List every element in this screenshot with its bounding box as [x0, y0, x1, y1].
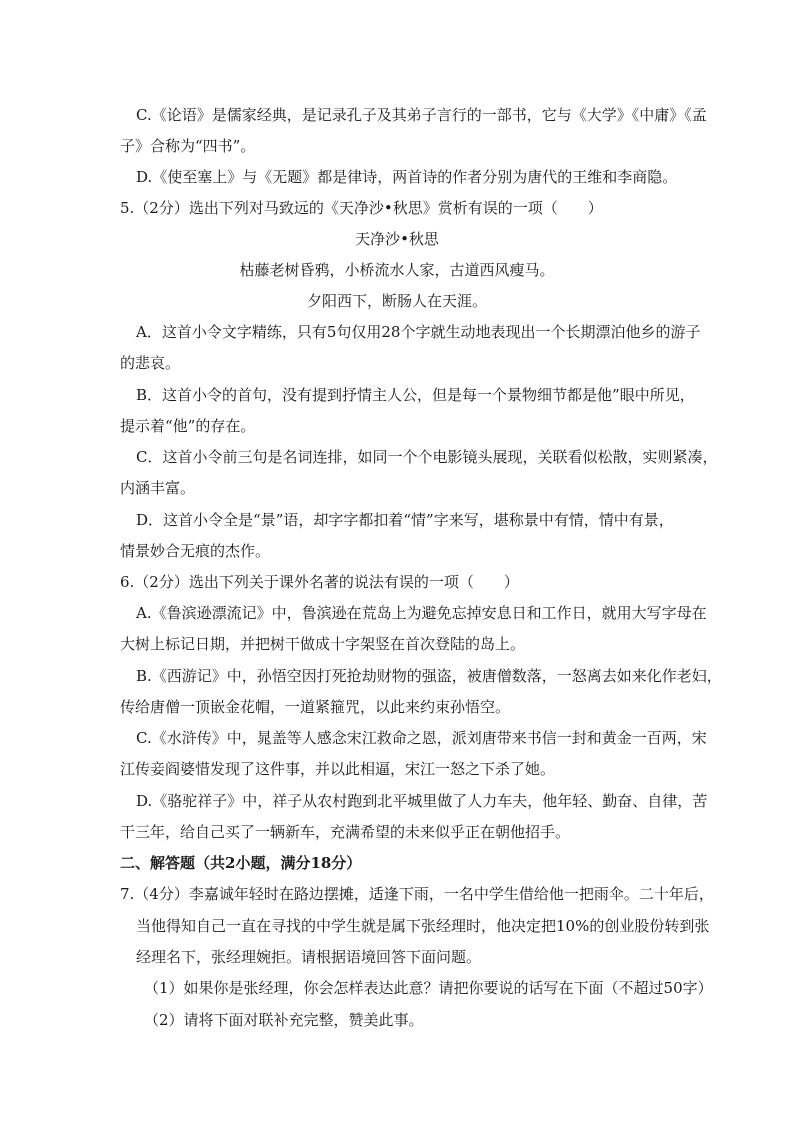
q6-option-d-line1: D.《骆驼祥子》中，祥子从农村跑到北平城里做了人力车夫，他年轻、勤奋、自律，苦 — [136, 792, 708, 810]
q6-option-a-line2: 大树上标记日期，并把树干做成十字架竖在首次登陆的岛上。 — [120, 635, 526, 653]
q5-poem-line2: 夕阳西下，断肠人在天涯。 — [306, 292, 487, 310]
q6-option-c-line1: C.《水浒传》中，晁盖等人感念宋江救命之恩，派刘唐带来书信一封和黄金一百两，宋 — [136, 729, 707, 747]
q7-sub-question-1: （1）如果你是张经理，你会怎样表达此意？请把你要说的话写在下面（不超过50字） — [144, 979, 713, 997]
q6-question: 6.（2分）选出下列关于课外名著的说法有误的一项（ ） — [120, 573, 519, 591]
q7-line2: 当他得知自己一直在寻找的中学生就是属下张经理时，他决定把10%的创业股份转到张 — [136, 917, 710, 935]
q7-sub-question-2: （2）请将下面对联补充完整，赞美此事。 — [144, 1011, 424, 1029]
q5-option-b-line2: 提示着“他”的存在。 — [120, 417, 256, 435]
q4-option-d: D.《使至塞上》与《无题》都是律诗，两首诗的作者分别为唐代的王维和李商隐。 — [136, 168, 678, 186]
q5-option-c-line2: 内涵丰富。 — [120, 479, 196, 497]
q5-option-d-line2: 情景妙合无痕的杰作。 — [120, 542, 271, 560]
q6-option-c-line2: 江传妾阎婆惜发现了这件事，并以此相逼，宋江一怒之下杀了她。 — [120, 760, 556, 778]
q5-option-d-line1: D．这首小令全是“景”语，却字字都扣着“情”字来写，堪称景中有情，情中有景， — [136, 511, 674, 529]
q5-option-a-line1: A．这首小令文字精练，只有5句仅用28个字就生动地表现出一个长期漂泊他乡的游子 — [136, 323, 701, 341]
q5-question: 5.（2分）选出下列对马致远的《天净沙•秋思》赏析有误的一项（ ） — [120, 199, 603, 217]
q5-option-a-line2: 的悲哀。 — [120, 354, 181, 372]
q7-line3: 经理名下，张经理婉拒。请根据语境回答下面问题。 — [136, 948, 482, 966]
q5-poem-line1: 枯藤老树昏鸦，小桥流水人家，古道西风瘦马。 — [239, 261, 555, 279]
q5-option-b-line1: B．这首小令的首句，没有提到抒情主人公，但是每一个景物细节都是他”眼中所见， — [136, 386, 695, 404]
q6-option-b-line1: B.《西游记》中，孙悟空因打死抢劫财物的强盗，被唐僧数落，一怒离去如来化作老妇， — [136, 667, 722, 685]
q6-option-d-line2: 干三年，给自己买了一辆新车，充满希望的未来似乎正在朝他招手。 — [120, 823, 571, 841]
q4-option-c-line2: 子》合称为“四书”。 — [120, 137, 256, 155]
q4-option-c-line1: C.《论语》是儒家经典，是记录孔子及其弟子言行的一部书，它与《大学》《中庸》《孟 — [136, 106, 707, 124]
q6-option-a-line1: A.《鲁滨逊漂流记》中，鲁滨逊在荒岛上为避免忘掉安息日和工作日，就用大写字母在 — [136, 604, 707, 622]
q5-poem-title: 天净沙•秋思 — [355, 230, 439, 248]
q5-option-c-line1: C．这首小令前三句是名词连排，如同一个个电影镜头展现，关联看似松散，实则紧凑， — [136, 448, 718, 466]
q7-line1: 7.（4分）李嘉诚年轻时在路边摆摊，适逢下雨，一名中学生借给他一把雨伞。二十年后， — [120, 885, 714, 903]
section-heading: 二、解答题（共2小题，满分18分） — [120, 854, 362, 872]
q6-option-b-line2: 传给唐僧一顶嵌金花帽，一道紧箍咒，以此来约束孙悟空。 — [120, 698, 511, 716]
